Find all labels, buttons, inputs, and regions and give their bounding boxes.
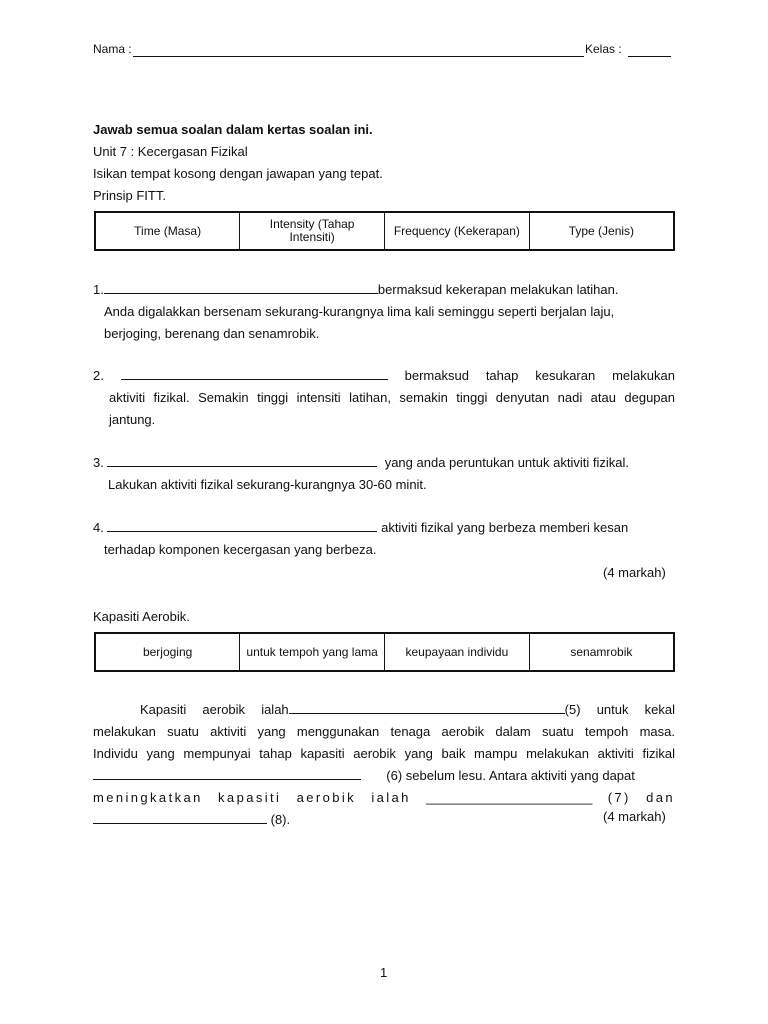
question-2-text-c: jantung. bbox=[109, 412, 156, 427]
fitt-option-frequency: Frequency (Kekerapan) bbox=[385, 212, 530, 250]
question-2-blank[interactable] bbox=[121, 365, 388, 380]
question-2 bbox=[93, 365, 675, 431]
question-2-number: 2. bbox=[93, 368, 104, 383]
section-title-aerobic: Kapasiti Aerobik. bbox=[93, 609, 190, 624]
question-4-text-a: aktiviti fizikal yang berbeza memberi kesan bbox=[381, 520, 629, 535]
question-4-blank[interactable] bbox=[107, 517, 377, 532]
question-1-blank[interactable] bbox=[104, 279, 378, 294]
class-input-line[interactable] bbox=[628, 56, 671, 57]
fitt-option-type: Type (Jenis) bbox=[529, 212, 674, 250]
fitt-option-intensity: Intensity (Tahap Intensiti) bbox=[240, 212, 385, 250]
aerobic-text-3: Individu yang mempunyai tahap kapasiti aerobik yang baik mampu melakukan aktiviti fizikal bbox=[93, 746, 675, 761]
aerobic-text-4: (6) sebelum lesu. Antara aktiviti yang dapat bbox=[386, 768, 635, 783]
unit-title: Unit 7 : Kecergasan Fizikal bbox=[93, 144, 248, 159]
question-1 bbox=[93, 279, 675, 345]
aerobic-option-2: untuk tempoh yang lama bbox=[240, 633, 385, 671]
aerobic-text-5c: dan bbox=[646, 790, 675, 805]
question-1-text-b: Anda digalakkan bersenam sekurang-kurangnya lima kali seminggu seperti berjalan laju, bbox=[104, 304, 615, 319]
blank-7[interactable]: _______________________ bbox=[426, 790, 593, 805]
aerobic-option-4: senamrobik bbox=[529, 633, 674, 671]
fill-instruction: Isikan tempat kosong dengan jawapan yang tepat. bbox=[93, 166, 383, 181]
class-label: Kelas : bbox=[585, 42, 622, 56]
aerobic-text-2: melakukan suatu aktiviti yang menggunakan tenaga aerobik dalam suatu tempoh masa. bbox=[93, 724, 675, 739]
question-1-text-a: bermaksud kekerapan melakukan latihan. bbox=[377, 282, 619, 297]
blank-6[interactable] bbox=[93, 765, 361, 780]
aerobic-text-5a: meningkatkan kapasiti aerobik ialah bbox=[93, 790, 411, 805]
marks-section-2: (4 markah) bbox=[603, 809, 666, 824]
aerobic-text-1b: (5) untuk kekal bbox=[564, 702, 675, 717]
question-2-text-b: aktiviti fizikal. Semakin tinggi intensiti latihan, semakin tinggi denyutan nadi atau degupan bbox=[109, 390, 675, 405]
name-input-line[interactable] bbox=[133, 56, 584, 57]
page-number: 1 bbox=[380, 965, 388, 980]
question-4 bbox=[93, 517, 675, 561]
question-2-text-a: bermaksud tahap kesukaran melakukan bbox=[404, 368, 675, 383]
question-1-text-c: berjoging, berenang dan senamrobik. bbox=[104, 326, 320, 341]
aerobic-text-5b: (7) bbox=[607, 790, 631, 805]
fitt-options-table bbox=[94, 211, 675, 251]
name-label: Nama : bbox=[93, 42, 132, 56]
question-3-blank[interactable] bbox=[107, 452, 377, 467]
fitt-option-time: Time (Masa) bbox=[95, 212, 240, 250]
question-4-text-b: terhadap komponen kecergasan yang berbeza. bbox=[104, 542, 377, 557]
question-1-number: 1. bbox=[93, 282, 104, 297]
aerobic-text-6: (8). bbox=[270, 812, 291, 827]
blank-5[interactable] bbox=[289, 699, 565, 714]
question-3-text-a: yang anda peruntukan untuk aktiviti fizikal. bbox=[384, 455, 629, 470]
question-3 bbox=[93, 452, 675, 496]
instruction-heading: Jawab semua soalan dalam kertas soalan ini. bbox=[93, 122, 373, 137]
aerobic-text-1a: Kapasiti aerobik ialah bbox=[140, 702, 289, 717]
aerobic-option-3: keupayaan individu bbox=[385, 633, 530, 671]
question-3-number: 3. bbox=[93, 455, 104, 470]
question-3-text-b: Lakukan aktiviti fizikal sekurang-kurangnya 30-60 minit. bbox=[108, 477, 427, 492]
aerobic-paragraph bbox=[93, 699, 675, 831]
section-title-fitt: Prinsip FITT. bbox=[93, 188, 166, 203]
aerobic-option-1: berjoging bbox=[95, 633, 240, 671]
marks-section-1: (4 markah) bbox=[603, 565, 666, 580]
question-4-number: 4. bbox=[93, 520, 104, 535]
blank-8[interactable] bbox=[93, 809, 267, 824]
aerobic-options-table bbox=[94, 632, 675, 672]
